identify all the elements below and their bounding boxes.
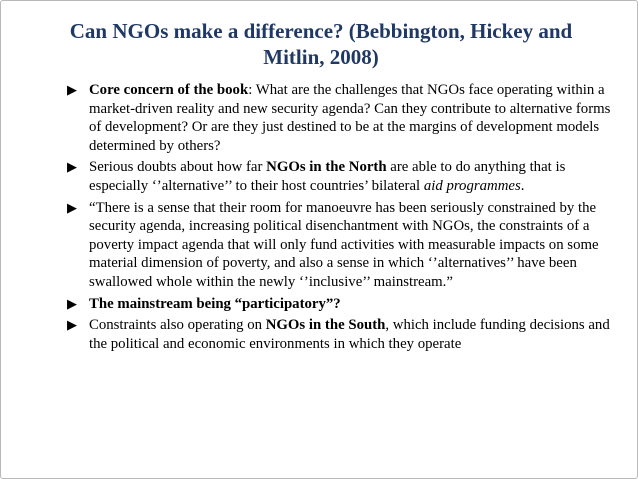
bullet-list	[67, 81, 622, 356]
bullet-bold-text: The mainstream being “participatory”?	[89, 295, 341, 312]
bullet-text: Serious doubts about how far	[89, 159, 267, 176]
bullet-bold-text: NGOs in the South	[265, 317, 386, 334]
bullet-item-core-concern	[67, 81, 622, 155]
bullet-text: .	[520, 177, 525, 194]
bullet-arrow-icon: ▶	[67, 317, 77, 333]
slide-title	[41, 18, 601, 70]
bullet-text: : What are the challenges that NGOs face operating within a market-driven reality and new security agenda? Can they contribute to alternative forms of development? Or are they just destined to be at the margins of development models determined by others?	[89, 82, 611, 154]
title-line-2: Mitlin, 2008)	[263, 45, 379, 69]
bullet-item-quote	[67, 199, 622, 292]
bullet-arrow-icon: ▶	[67, 199, 77, 215]
bullet-italic-text: aid programmes	[423, 177, 521, 194]
bullet-item-mainstream	[67, 295, 622, 314]
bullet-item-ngos-south	[67, 316, 622, 353]
bullet-bold-text: Core concern of the book	[89, 82, 249, 98]
bullet-arrow-icon: ▶	[67, 82, 77, 97]
bullet-arrow-icon: ▶	[67, 159, 77, 175]
bullet-bold-text: NGOs in the North	[266, 159, 387, 176]
bullet-text: , which include funding decisions and the political and economic environments in which they operate	[89, 317, 610, 352]
bullet-text: are able to do anything that is especially ‘’alternative’’ to their host countries’ bilateral	[89, 159, 566, 194]
bullet-text: “There is a sense that their room for manoeuvre has been seriously constrained by the security agenda, increasing political disenchantment with NGOs, the constraints of a poverty impact agenda that will only fund activities with measurable impacts on some material dimension of poverty, and also a sense in which ‘’alternatives’’ have been swallowed whole within the newly ‘’inclusive’’ mainstream.”	[89, 199, 599, 290]
title-line-1: Can NGOs make a difference? (Bebbington, Hickey and	[69, 19, 573, 43]
bullet-item-ngos-north	[67, 158, 622, 195]
bullet-text: Constraints also operating on	[89, 317, 266, 334]
bullet-arrow-icon: ▶	[67, 295, 77, 311]
